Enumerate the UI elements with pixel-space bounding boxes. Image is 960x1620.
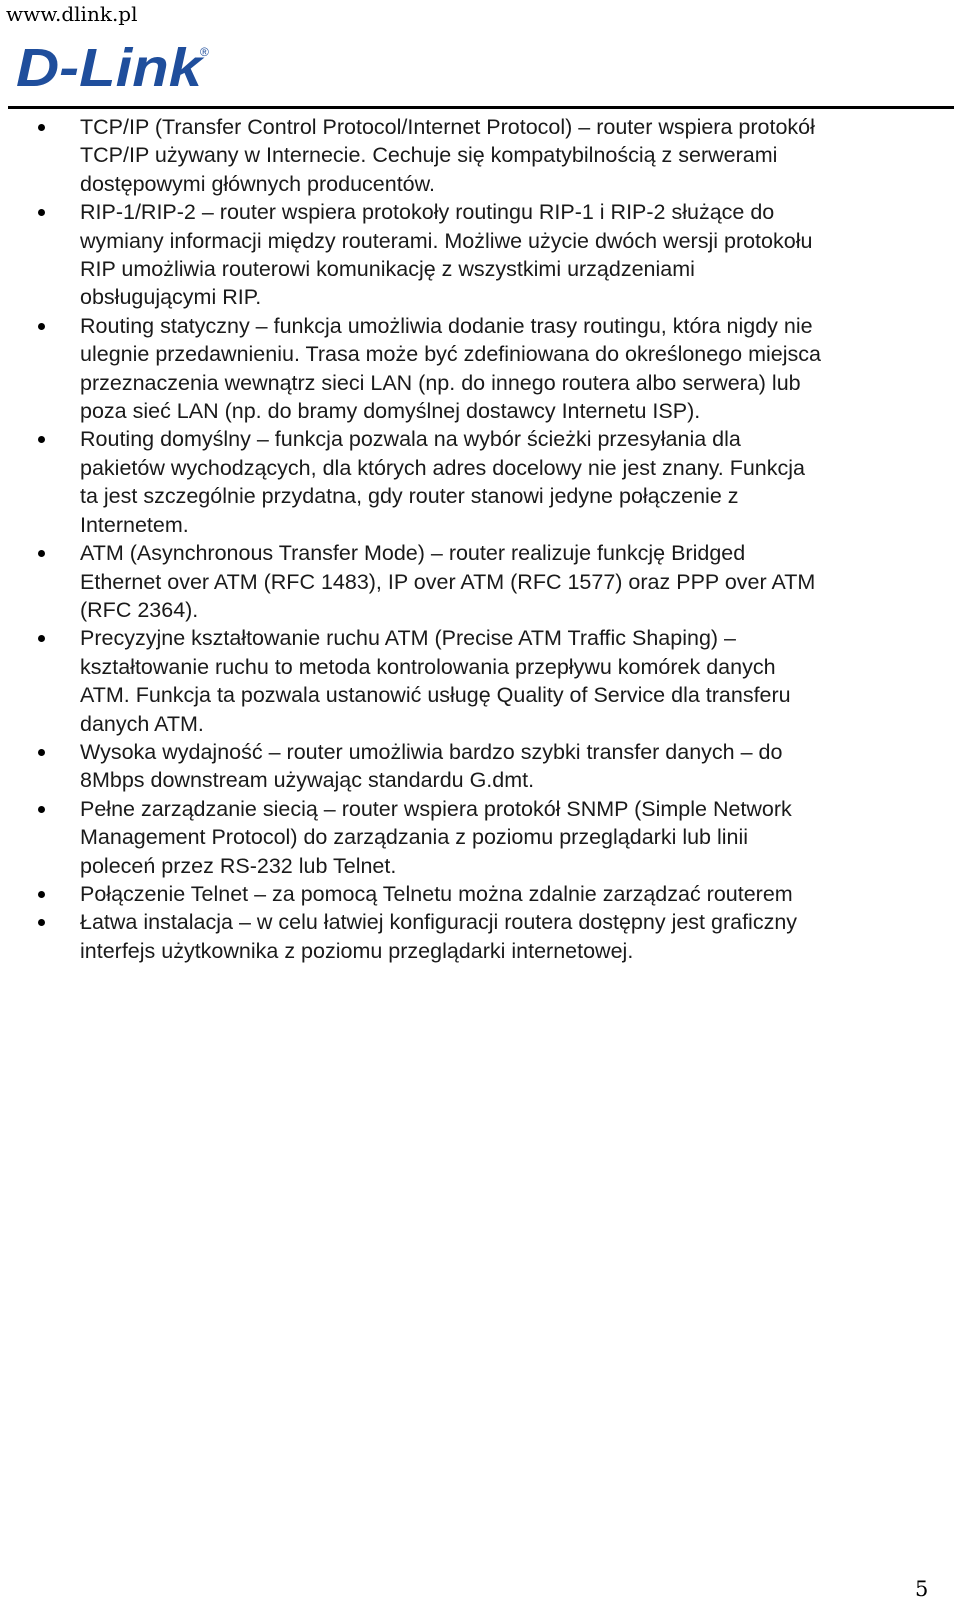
bullet-dot-icon [38, 323, 45, 330]
list-item [38, 880, 958, 908]
bullet-text-line: pakietów wychodzących, dla których adres docelowy nie jest znany. Funkcja [80, 455, 805, 480]
bullet-text-line: 8Mbps downstream używając standardu G.dmt. [80, 768, 535, 793]
list-item [38, 738, 958, 795]
bullet-text-line: (RFC 2364). [80, 597, 199, 622]
bullet-dot-icon [38, 550, 45, 557]
bullet-text-line: Ethernet over ATM (RFC 1483), IP over ATM (RFC 1577) oraz PPP over ATM [80, 569, 816, 594]
bullet-text-line: ATM. Funkcja ta pozwala ustanowić usługę Quality of Service dla transferu [80, 683, 791, 708]
svg-text:®: ® [200, 45, 209, 59]
bullet-text-line: przeznaczenia wewnątrz sieci LAN (np. do innego routera albo serwera) lub [80, 370, 801, 395]
list-item [38, 624, 958, 738]
bullet-text-line: Management Protocol) do zarządzania z poziomu przeglądarki lub linii [80, 825, 749, 850]
list-item [38, 539, 958, 624]
bullet-text-line: obsługującymi RIP. [80, 285, 262, 310]
bullet-dot-icon [38, 919, 45, 926]
list-item [38, 425, 958, 539]
bullet-dot-icon [38, 209, 45, 216]
svg-text:D-Link: D-Link [16, 38, 206, 98]
bullet-text-line: RIP umożliwia routerowi komunikację z wszystkimi urządzeniami [80, 257, 695, 282]
bullet-dot-icon [38, 806, 45, 813]
list-item [38, 908, 958, 965]
bullet-text-line: danych ATM. [80, 711, 204, 736]
feature-bullet-list [38, 113, 958, 965]
bullet-dot-icon [38, 749, 45, 756]
bullet-text-line: interfejs użytkownika z poziomu przeglądarki internetowej. [80, 938, 634, 963]
bullet-dot-icon [38, 891, 45, 898]
list-item [38, 113, 958, 198]
bullet-text-line: poza sieć LAN (np. do bramy domyślnej dostawcy Internetu ISP). [80, 399, 701, 424]
list-item [38, 795, 958, 880]
bullet-text-line: poleceń przez RS-232 lub Telnet. [80, 853, 397, 878]
bullet-text-line: wymiany informacji między routerami. Możliwe użycie dwóch wersji protokołu [80, 228, 813, 253]
d-link-logo [16, 38, 216, 98]
bullet-text-line: kształtowanie ruchu to metoda kontrolowania przepływu komórek danych [80, 654, 776, 679]
page-number: 5 [915, 1577, 929, 1601]
list-item [38, 312, 958, 426]
bullet-dot-icon [38, 124, 45, 131]
bullet-text-line: TCP/IP używany w Internecie. Cechuje się kompatybilnością z serwerami [80, 143, 778, 168]
bullet-text-line: Pełne zarządzanie siecią – router wspiera protokół SNMP (Simple Network [80, 796, 792, 821]
site-url: www.dlink.pl [6, 2, 138, 26]
bullet-text-line: ulegnie przedawnieniu. Trasa może być zdefiniowana do określonego miejsca [80, 342, 821, 367]
bullet-text-line: dostępowymi głównych producentów. [80, 171, 435, 196]
bullet-text-line: TCP/IP (Transfer Control Protocol/Internet Protocol) – router wspiera protokół [80, 115, 815, 139]
bullet-text-line: RIP-1/RIP-2 – router wspiera protokoły routingu RIP-1 i RIP-2 służące do [80, 200, 775, 225]
list-item [38, 198, 958, 312]
header-divider [8, 106, 954, 109]
bullet-text-line: Połączenie Telnet – za pomocą Telnetu można zdalnie zarządzać routerem [80, 881, 793, 906]
bullet-dot-icon [38, 635, 45, 642]
bullet-dot-icon [38, 436, 45, 443]
bullet-text-line: ta jest szczególnie przydatna, gdy router stanowi jedyne połączenie z [80, 484, 739, 509]
bullet-text-line: Routing domyślny – funkcja pozwala na wybór ścieżki przesyłania dla [80, 427, 741, 452]
bullet-text-line: Internetem. [80, 512, 189, 537]
bullet-text-line: Łatwa instalacja – w celu łatwiej konfiguracji routera dostępny jest graficzny [80, 910, 798, 935]
bullet-text-line: Wysoka wydajność – router umożliwia bardzo szybki transfer danych – do [80, 739, 783, 764]
bullet-text-line: ATM (Asynchronous Transfer Mode) – router realizuje funkcję Bridged [80, 541, 746, 566]
bullet-text-line: Precyzyjne kształtowanie ruchu ATM (Precise ATM Traffic Shaping) – [80, 626, 737, 651]
bullet-text-line: Routing statyczny – funkcja umożliwia dodanie trasy routingu, która nigdy nie [80, 313, 813, 338]
